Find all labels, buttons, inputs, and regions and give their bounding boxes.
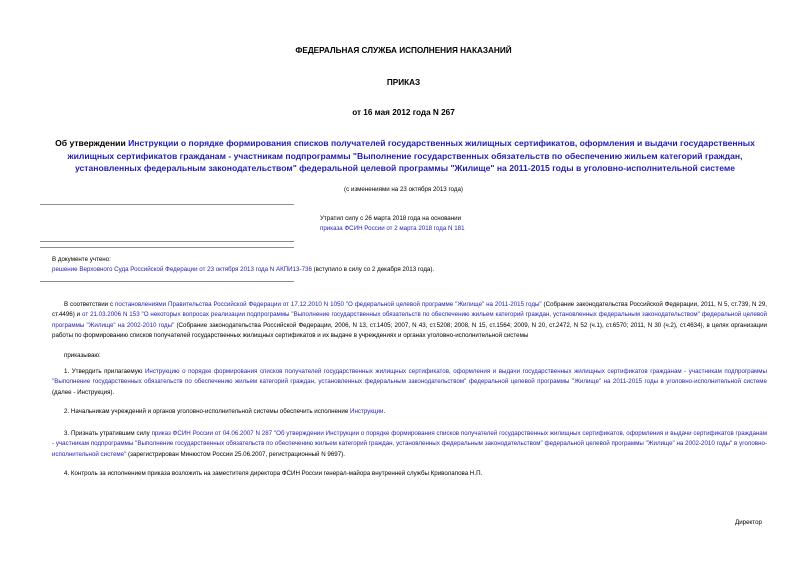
- item-text: (далее - Инструкция).: [52, 388, 115, 396]
- fsin-order-287-link[interactable]: приказ ФСИН России от 04.06.2007 N 287 "Об утверждении Инструкции о порядке формирования списков получателей государственных жилищных сертификатов, оформления и выдачи сертификатов гражданам - участникам подпрограммы "Выполнение государственных обязательств по обеспечению жильем категорий граждан, установленных федеральным законодательством" федеральной целевой программы "Жилище" на 2002-2010 годы" в уголовно-исполнительной системе": [52, 430, 767, 458]
- separator-line: [40, 281, 294, 282]
- document-title: [40, 137, 770, 175]
- preamble-paragraph: [52, 300, 767, 341]
- government-resolution-1050-link[interactable]: постановлениями Правительства Российской Федерации от 17.12.2010 N 1050 "О федеральной целевой программе "Жилище" на 2011-2015 годы": [115, 301, 542, 308]
- government-resolution-153-link[interactable]: от 21.03.2006 N 153 "О некоторых вопросах реализации подпрограммы "Выполнение государственных обязательств по обеспечению жильем категорий граждан, установленных федеральным законодательством" федеральной целевой программы "Жилище" на 2002-2010 годы": [52, 311, 768, 329]
- instruction-link[interactable]: Инструкцию о порядке формирования списков получателей государственных жилищных сертификатов, оформления и выдачи государственных жилищных сертификатов гражданам - участникам подпрограммы "Выполнение государственных обязательств по обеспечению жильем категорий граждан, установленных федеральным законодательством" федеральной целевой программы "Жилище" на 2011-2015 годы в уголовно-исполнительной системе: [52, 368, 767, 386]
- item-text: .: [383, 408, 386, 415]
- title-instruction-link[interactable]: Инструкции о порядке формирования списков получателей государственных жилищных сертификатов, оформления и выдачи государственных жилищных сертификатов гражданам - участникам подпрограммы "Выполнение государственных обязательств по обеспечению жильем категорий граждан, установленных федеральным законодательством" федеральной целевой программы "Жилище" на 2011-2015 годы в уголовно-исполнительной системе: [67, 138, 755, 174]
- item-text: (зарегистрирован Минюстом России 25.06.2007, регистрационный N 9697).: [126, 450, 345, 458]
- instruction-short-link[interactable]: Инструкции: [350, 408, 384, 415]
- order-word: приказываю:: [64, 352, 101, 359]
- supreme-court-decision-link[interactable]: решение Верховного Суда Российской Федерации от 23 октября 2013 года N АКПИ13-736: [52, 266, 312, 274]
- item-text: 2. Начальникам учреждений и органов уголовно-исполнительной системы обеспечить исполнение: [64, 408, 351, 415]
- separator-line: [40, 204, 294, 205]
- order-item-3: [52, 429, 767, 460]
- changes-note: (с изменениями на 23 октября 2013 года): [344, 186, 463, 193]
- agency-name: ФЕДЕРАЛЬНАЯ СЛУЖБА ИСПОЛНЕНИЯ НАКАЗАНИЙ: [295, 46, 512, 55]
- noted-line: [52, 265, 434, 275]
- order-item-1: [52, 367, 767, 398]
- preamble-text: (Собрание законодательства Российской Федерации, 2006, N 13, ст.1405; 2007, N 43, ст.5208; 2008, N 15, ст.1564; 2009, N 20, ст.2472, N 52 (ч.1), ст.6570; 2011, N 30 (ч.2), ст.4634), в целях организации работы по формированию списков получателей государственных жилищных сертификатов и их выдаче в учреждениях и органах уголовно-исполнительной системы: [52, 321, 767, 339]
- expired-notice: [320, 214, 465, 235]
- item-text: 3. Признать утратившим силу: [64, 430, 152, 437]
- order-item-2: [52, 407, 767, 417]
- item-text: 1. Утвердить прилагаемую: [64, 368, 145, 375]
- order-item-4: 4. Контроль за исполнением приказа возложить на заместителя директора ФСИН России генерал-майора внутренней службы Криволапова Н.П.: [64, 470, 483, 477]
- signature-role: Директор: [735, 519, 762, 526]
- separator-line: [40, 241, 294, 242]
- preamble-text: В соответствии с: [64, 301, 116, 308]
- document-type: ПРИКАЗ: [386, 78, 421, 87]
- noted-block: [52, 255, 434, 276]
- noted-suffix: (вступило в силу со 2 декабря 2013 года).: [311, 266, 435, 274]
- separator-line: [40, 247, 294, 248]
- preamble-text: (Собрание законодательства Российской Федерации, 2011, N 5, ст.739, N 29, ст.4496) и: [52, 301, 767, 319]
- title-prefix: Об утверждении: [55, 138, 129, 148]
- expired-text: Утратил силу с 26 марта 2018 года на основании: [320, 215, 462, 222]
- document-date-number: от 16 мая 2012 года N 267: [352, 108, 455, 117]
- noted-label: В документе учтено:: [52, 256, 111, 263]
- expired-order-link[interactable]: приказа ФСИН России от 2 марта 2018 года N 181: [320, 225, 465, 233]
